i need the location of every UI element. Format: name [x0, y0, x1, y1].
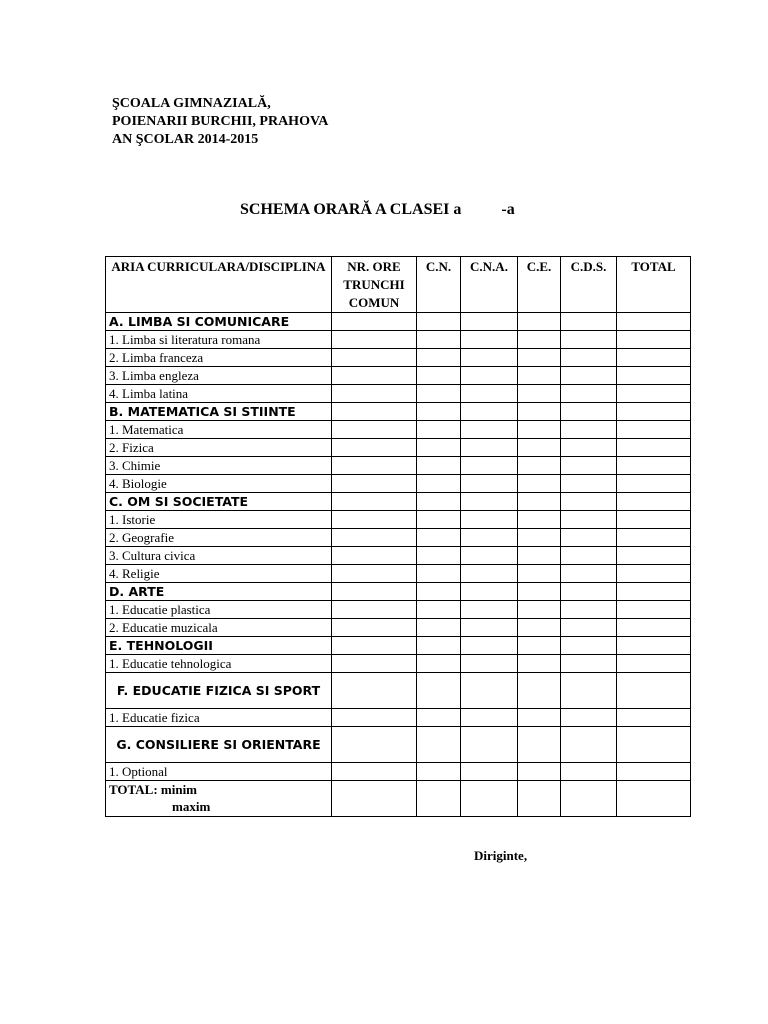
empty-cell [518, 763, 561, 781]
section-row [106, 637, 691, 655]
empty-cell [332, 637, 417, 655]
empty-cell [461, 709, 518, 727]
discipline-cell: 1. Optional [106, 763, 332, 781]
empty-cell [518, 511, 561, 529]
empty-cell [417, 349, 461, 367]
discipline-cell: 3. Limba engleza [106, 367, 332, 385]
empty-cell [332, 313, 417, 331]
table-row [106, 547, 691, 565]
empty-cell [461, 475, 518, 493]
discipline-cell: 2. Geografie [106, 529, 332, 547]
empty-cell [332, 673, 417, 709]
empty-cell [332, 763, 417, 781]
empty-cell [332, 367, 417, 385]
empty-cell [417, 493, 461, 511]
empty-cell [617, 529, 691, 547]
empty-cell [461, 457, 518, 475]
empty-cell [461, 781, 518, 817]
empty-cell [617, 637, 691, 655]
empty-cell [461, 565, 518, 583]
area-cell: C. OM SI SOCIETATE [106, 493, 332, 511]
empty-cell [518, 547, 561, 565]
empty-cell [332, 349, 417, 367]
empty-cell [518, 529, 561, 547]
section-row [106, 727, 691, 763]
empty-cell [417, 709, 461, 727]
empty-cell [561, 403, 617, 421]
school-header [112, 95, 328, 149]
empty-cell [518, 637, 561, 655]
school-name: ŞCOALA GIMNAZIALĂ, [112, 96, 271, 111]
empty-cell [461, 727, 518, 763]
empty-cell [332, 421, 417, 439]
empty-cell [518, 475, 561, 493]
empty-cell [518, 385, 561, 403]
empty-cell [561, 583, 617, 601]
area-cell: D. ARTE [106, 583, 332, 601]
empty-cell [461, 637, 518, 655]
empty-cell [617, 601, 691, 619]
section-row [106, 493, 691, 511]
discipline-cell: 2. Limba franceza [106, 349, 332, 367]
empty-cell [417, 655, 461, 673]
table-row [106, 601, 691, 619]
empty-cell [332, 565, 417, 583]
empty-cell [461, 331, 518, 349]
empty-cell [417, 475, 461, 493]
empty-cell [561, 655, 617, 673]
empty-cell [417, 421, 461, 439]
discipline-cell: 1. Educatie fizica [106, 709, 332, 727]
empty-cell [417, 313, 461, 331]
empty-cell [461, 421, 518, 439]
col-header-cds: C.D.S. [561, 257, 617, 313]
table-row [106, 367, 691, 385]
discipline-cell: 1. Istorie [106, 511, 332, 529]
area-cell: G. CONSILIERE SI ORIENTARE [106, 727, 332, 763]
empty-cell [617, 565, 691, 583]
empty-cell [461, 763, 518, 781]
empty-cell [461, 673, 518, 709]
empty-cell [417, 673, 461, 709]
signature-label: Diriginte, [474, 848, 528, 863]
empty-cell [332, 727, 417, 763]
empty-cell [561, 313, 617, 331]
discipline-cell: 2. Educatie muzicala [106, 619, 332, 637]
table-row [106, 511, 691, 529]
empty-cell [332, 709, 417, 727]
empty-cell [561, 457, 617, 475]
empty-cell [617, 619, 691, 637]
empty-cell [617, 781, 691, 817]
empty-cell [461, 403, 518, 421]
col-header-cn: C.N. [417, 257, 461, 313]
empty-cell [617, 709, 691, 727]
empty-cell [617, 457, 691, 475]
empty-cell [417, 619, 461, 637]
total-min-label: TOTAL: minim [109, 782, 198, 797]
empty-cell [417, 403, 461, 421]
table-row [106, 529, 691, 547]
empty-cell [461, 511, 518, 529]
empty-cell [617, 475, 691, 493]
empty-cell [561, 547, 617, 565]
empty-cell [518, 673, 561, 709]
empty-cell [332, 385, 417, 403]
empty-cell [518, 619, 561, 637]
school-location: POIENARII BURCHII, PRAHOVA [112, 114, 329, 129]
empty-cell [617, 511, 691, 529]
empty-cell [417, 439, 461, 457]
empty-cell [561, 781, 617, 817]
empty-cell [518, 493, 561, 511]
empty-cell [518, 709, 561, 727]
empty-cell [332, 619, 417, 637]
discipline-cell: 1. Limba si literatura romana [106, 331, 332, 349]
empty-cell [561, 475, 617, 493]
empty-cell [561, 421, 617, 439]
empty-cell [417, 637, 461, 655]
total-max-label: maxim [172, 799, 211, 814]
empty-cell [417, 385, 461, 403]
empty-cell [461, 313, 518, 331]
empty-cell [561, 565, 617, 583]
table-row [106, 457, 691, 475]
empty-cell [518, 781, 561, 817]
empty-cell [561, 439, 617, 457]
empty-cell [617, 727, 691, 763]
col-header-area: ARIA CURRICULARA/DISCIPLINA [106, 257, 332, 313]
empty-cell [617, 367, 691, 385]
empty-cell [617, 331, 691, 349]
empty-cell [417, 727, 461, 763]
empty-cell [561, 367, 617, 385]
empty-cell [518, 457, 561, 475]
table-row [106, 565, 691, 583]
empty-cell [518, 367, 561, 385]
discipline-cell: 2. Fizica [106, 439, 332, 457]
empty-cell [332, 403, 417, 421]
col-header-hours: NR. ORE TRUNCHI COMUN [332, 257, 417, 313]
empty-cell [518, 565, 561, 583]
discipline-cell: 4. Biologie [106, 475, 332, 493]
empty-cell [461, 349, 518, 367]
empty-cell [332, 439, 417, 457]
area-cell: E. TEHNOLOGII [106, 637, 332, 655]
empty-cell [461, 655, 518, 673]
empty-cell [561, 619, 617, 637]
empty-cell [561, 637, 617, 655]
title-suffix: -a [501, 201, 515, 218]
table-row [106, 475, 691, 493]
empty-cell [461, 601, 518, 619]
empty-cell [417, 565, 461, 583]
empty-cell [332, 583, 417, 601]
table-header-row [106, 257, 691, 313]
table-row [106, 385, 691, 403]
empty-cell [561, 349, 617, 367]
empty-cell [332, 655, 417, 673]
empty-cell [417, 529, 461, 547]
empty-cell [417, 511, 461, 529]
empty-cell [617, 403, 691, 421]
empty-cell [417, 457, 461, 475]
area-cell: B. MATEMATICA SI STIINTE [106, 403, 332, 421]
empty-cell [461, 619, 518, 637]
empty-cell [461, 367, 518, 385]
discipline-cell: 3. Cultura civica [106, 547, 332, 565]
empty-cell [417, 583, 461, 601]
section-row [106, 673, 691, 709]
empty-cell [561, 493, 617, 511]
empty-cell [518, 421, 561, 439]
title-main: SCHEMA ORARĂ A CLASEI a [240, 201, 462, 218]
empty-cell [332, 331, 417, 349]
empty-cell [617, 421, 691, 439]
school-year: AN ŞCOLAR 2014-2015 [112, 132, 259, 147]
empty-cell [518, 331, 561, 349]
empty-cell [518, 583, 561, 601]
empty-cell [461, 547, 518, 565]
area-cell: F. EDUCATIE FIZICA SI SPORT [106, 673, 332, 709]
empty-cell [518, 439, 561, 457]
empty-cell [332, 511, 417, 529]
empty-cell [561, 709, 617, 727]
empty-cell [332, 475, 417, 493]
section-row [106, 583, 691, 601]
empty-cell [518, 655, 561, 673]
col-header-cna: C.N.A. [461, 257, 518, 313]
discipline-cell: 1. Educatie tehnologica [106, 655, 332, 673]
area-cell: A. LIMBA SI COMUNICARE [106, 313, 332, 331]
empty-cell [617, 439, 691, 457]
total-row [106, 781, 691, 817]
empty-cell [417, 331, 461, 349]
empty-cell [461, 583, 518, 601]
section-row [106, 313, 691, 331]
empty-cell [518, 727, 561, 763]
table-row [106, 709, 691, 727]
page-title [240, 201, 515, 219]
table-body [106, 313, 691, 817]
discipline-cell: 3. Chimie [106, 457, 332, 475]
col-header-ce: C.E. [518, 257, 561, 313]
schedule-table [105, 256, 691, 817]
empty-cell [561, 727, 617, 763]
discipline-cell: 4. Religie [106, 565, 332, 583]
empty-cell [518, 313, 561, 331]
empty-cell [518, 403, 561, 421]
empty-cell [332, 493, 417, 511]
discipline-cell: 4. Limba latina [106, 385, 332, 403]
empty-cell [461, 529, 518, 547]
empty-cell [332, 457, 417, 475]
empty-cell [332, 547, 417, 565]
empty-cell [561, 331, 617, 349]
empty-cell [561, 385, 617, 403]
empty-cell [617, 385, 691, 403]
empty-cell [518, 349, 561, 367]
empty-cell [332, 781, 417, 817]
empty-cell [461, 385, 518, 403]
empty-cell [561, 511, 617, 529]
empty-cell [417, 367, 461, 385]
table-row [106, 655, 691, 673]
table-row [106, 349, 691, 367]
empty-cell [617, 313, 691, 331]
empty-cell [561, 763, 617, 781]
empty-cell [417, 547, 461, 565]
empty-cell [417, 763, 461, 781]
table-row [106, 331, 691, 349]
empty-cell [461, 493, 518, 511]
empty-cell [617, 763, 691, 781]
empty-cell [461, 439, 518, 457]
discipline-cell: 1. Educatie plastica [106, 601, 332, 619]
table-row [106, 619, 691, 637]
table-row [106, 763, 691, 781]
empty-cell [617, 493, 691, 511]
table-row [106, 421, 691, 439]
empty-cell [617, 547, 691, 565]
empty-cell [561, 601, 617, 619]
discipline-cell: 1. Matematica [106, 421, 332, 439]
col-header-total: TOTAL [617, 257, 691, 313]
total-cell [106, 781, 332, 817]
empty-cell [332, 529, 417, 547]
empty-cell [617, 673, 691, 709]
empty-cell [617, 655, 691, 673]
empty-cell [561, 673, 617, 709]
empty-cell [518, 601, 561, 619]
empty-cell [417, 601, 461, 619]
empty-cell [417, 781, 461, 817]
empty-cell [617, 583, 691, 601]
empty-cell [617, 349, 691, 367]
empty-cell [561, 529, 617, 547]
section-row [106, 403, 691, 421]
table-row [106, 439, 691, 457]
empty-cell [332, 601, 417, 619]
